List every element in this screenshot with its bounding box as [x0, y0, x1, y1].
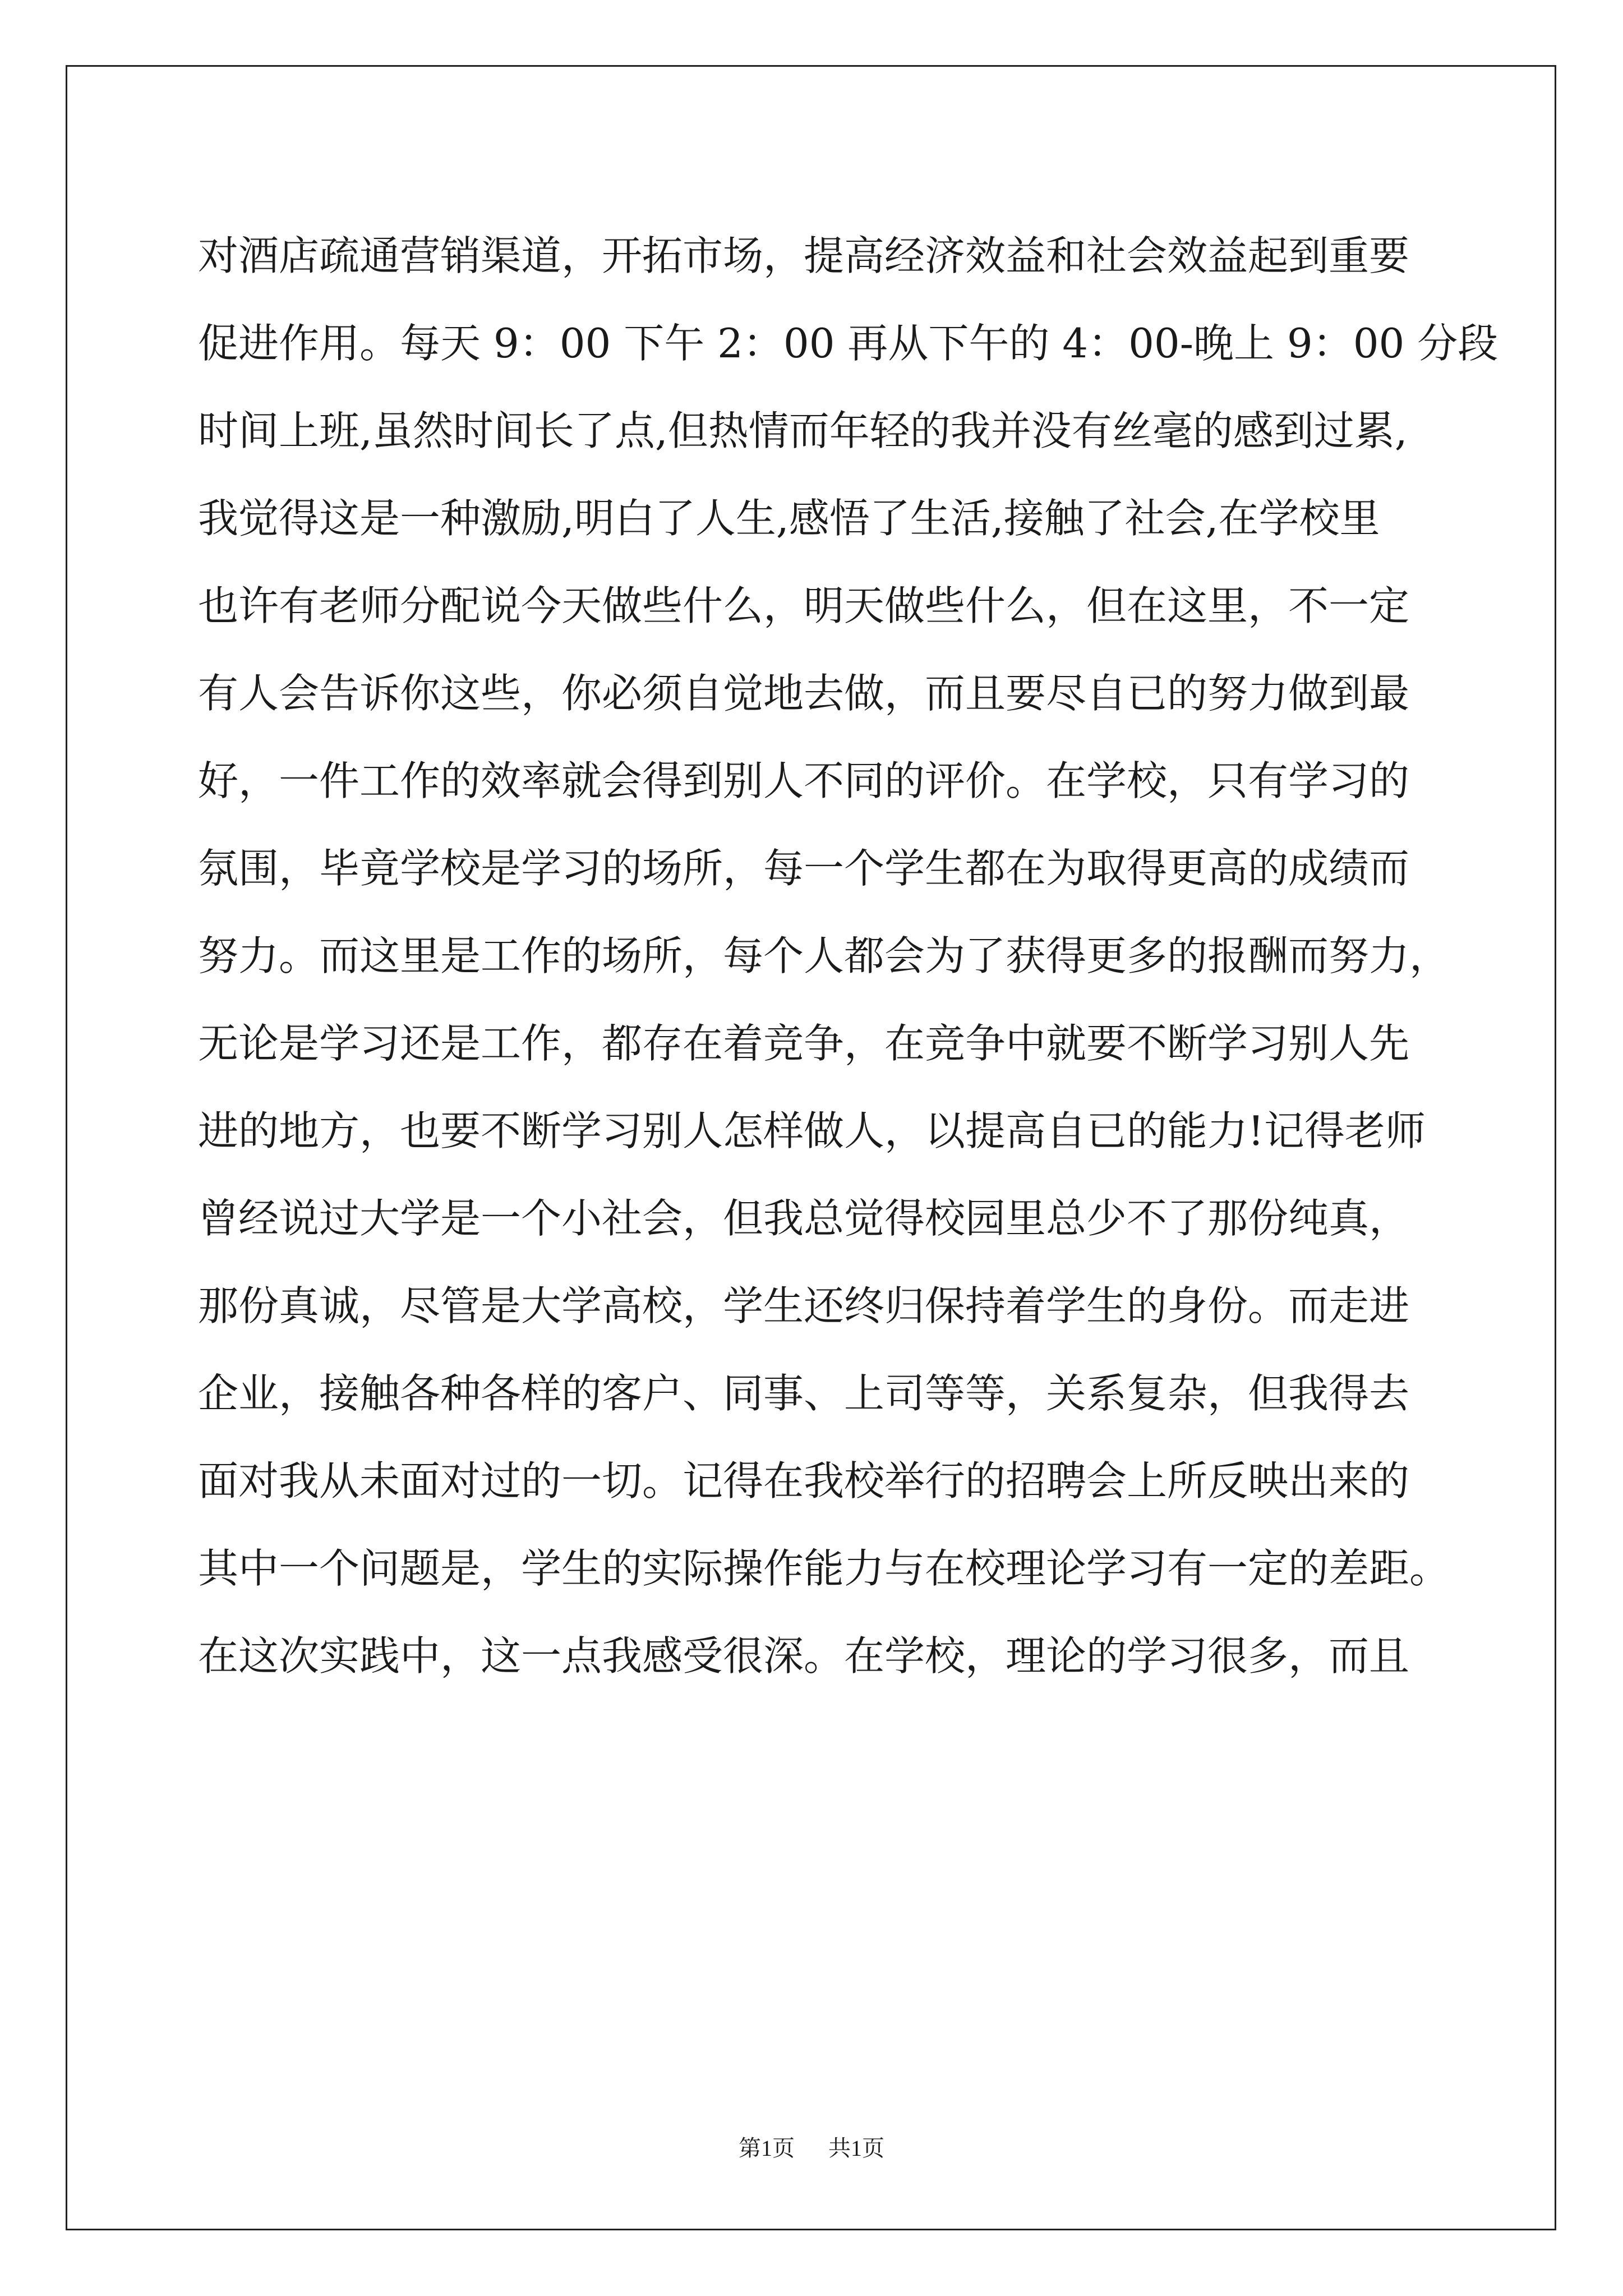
text-line: 其中一个问题是，学生的实际操作能力与在校理论学习有一定的差距。 — [198, 1545, 1450, 1592]
text-line: 我觉得这是一种激励,明白了人生,感悟了生活,接触了社会,在学校里 — [198, 495, 1380, 542]
text-line: 无论是学习还是工作，都存在着竞争，在竞争中就要不断学习别人先 — [198, 1020, 1410, 1067]
text-line: 氛围，毕竟学校是学习的场所，每一个学生都在为取得更高的成绩而 — [198, 845, 1410, 892]
text-line: 也许有老师分配说今天做些什么，明天做些什么，但在这里，不一定 — [198, 582, 1410, 629]
text-line: 企业，接触各种各样的客户、同事、上司等等，关系复杂，但我得去 — [198, 1370, 1410, 1417]
text-line: 进的地方，也要不断学习别人怎样做人，以提高自已的能力!记得老师 — [198, 1107, 1426, 1154]
text-line: 有人会告诉你这些，你必须自觉地去做，而且要尽自已的努力做到最 — [198, 670, 1410, 717]
page-footer — [0, 2134, 1623, 2162]
text-line: 曾经说过大学是一个小社会，但我总觉得校园里总少不了那份纯真， — [198, 1195, 1410, 1242]
text-line: 那份真诚，尽管是大学高校，学生还终归保持着学生的身份。而走进 — [198, 1282, 1410, 1329]
text-line: 在这次实践中，这一点我感受很深。在学校，理论的学习很多，而且 — [198, 1632, 1410, 1680]
text-line: 促进作用。每天 9：00 下午 2：00 再从下午的 4：00-晚上 9：00 分段 — [198, 320, 1498, 367]
page-number: 第1页 — [739, 2136, 795, 2161]
text-line: 面对我从未面对过的一切。记得在我校举行的招聘会上所反映出来的 — [198, 1457, 1410, 1504]
page-total: 共1页 — [828, 2136, 884, 2161]
text-line: 好，一件工作的效率就会得到别人不同的评价。在学校，只有学习的 — [198, 757, 1410, 804]
document-body — [198, 212, 1498, 1700]
text-line: 努力。而这里是工作的场所，每个人都会为了获得更多的报酬而努力， — [198, 932, 1450, 979]
text-line: 对酒店疏通营销渠道，开拓市场，提高经济效益和社会效益起到重要 — [198, 232, 1410, 279]
text-line: 时间上班,虽然时间长了点,但热情而年轻的我并没有丝毫的感到过累, — [198, 407, 1408, 454]
